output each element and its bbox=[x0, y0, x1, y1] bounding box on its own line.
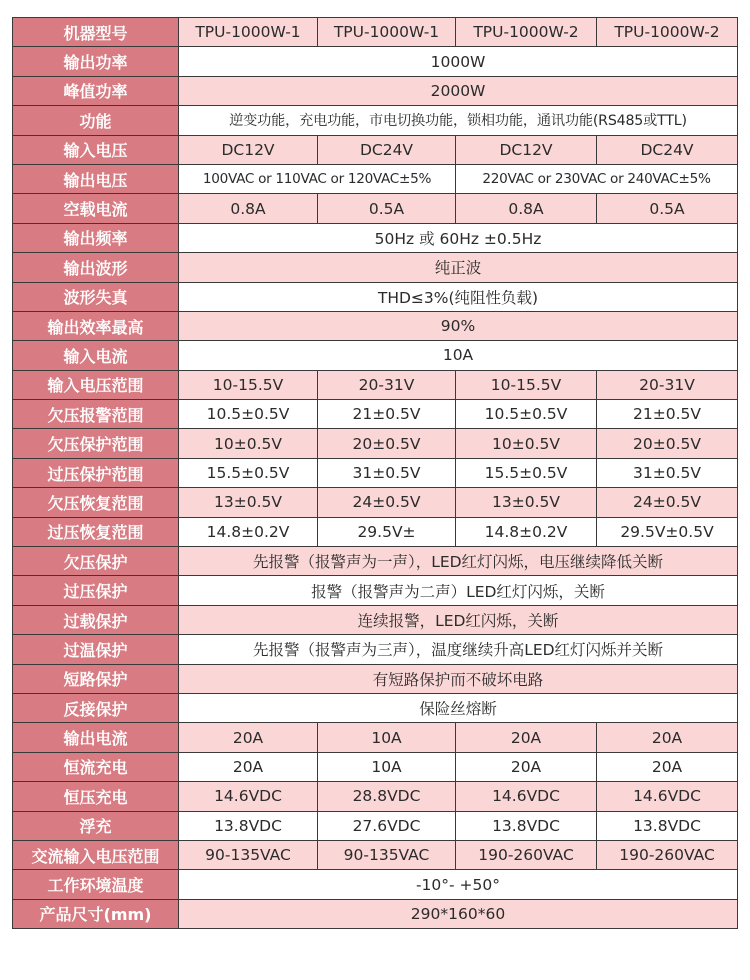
spec-row bbox=[13, 76, 738, 105]
spec-label: 交流输入电压范围 bbox=[13, 840, 179, 869]
spec-row bbox=[13, 723, 738, 752]
spec-value: 先报警（报警声为三声），温度继续升高LED红灯闪烁并关断 bbox=[179, 635, 738, 664]
spec-value: 10A bbox=[318, 723, 456, 752]
spec-label: 过压保护 bbox=[13, 576, 179, 605]
spec-value: 100VAC or 110VAC or 120VAC±5% bbox=[179, 164, 456, 193]
spec-value: 0.8A bbox=[456, 194, 597, 223]
spec-row bbox=[13, 223, 738, 252]
spec-value: 1000W bbox=[179, 47, 738, 76]
spec-value: DC24V bbox=[597, 135, 738, 164]
spec-value: 20A bbox=[179, 752, 318, 781]
spec-value: 29.5V± bbox=[318, 517, 456, 546]
spec-value: 28.8VDC bbox=[318, 782, 456, 811]
spec-value: 20±0.5V bbox=[318, 429, 456, 458]
spec-value: 90-135VAC bbox=[179, 840, 318, 869]
spec-value: 纯正波 bbox=[179, 253, 738, 282]
spec-row bbox=[13, 870, 738, 899]
spec-value: TPU-1000W-1 bbox=[318, 18, 456, 47]
spec-row bbox=[13, 458, 738, 487]
spec-row bbox=[13, 341, 738, 370]
spec-value: 24±0.5V bbox=[318, 488, 456, 517]
spec-row bbox=[13, 47, 738, 76]
spec-label: 输入电流 bbox=[13, 341, 179, 370]
spec-label: 反接保护 bbox=[13, 693, 179, 722]
spec-value: 10-15.5V bbox=[456, 370, 597, 399]
spec-value: 13±0.5V bbox=[456, 488, 597, 517]
spec-row bbox=[13, 282, 738, 311]
spec-value: 190-260VAC bbox=[597, 840, 738, 869]
spec-row bbox=[13, 782, 738, 811]
spec-value: 20A bbox=[179, 723, 318, 752]
spec-label: 功能 bbox=[13, 106, 179, 135]
spec-label: 输出效率最高 bbox=[13, 311, 179, 340]
spec-value: 31±0.5V bbox=[597, 458, 738, 487]
spec-value: 20A bbox=[456, 723, 597, 752]
spec-value: 13.8VDC bbox=[179, 811, 318, 840]
spec-value: DC12V bbox=[179, 135, 318, 164]
spec-value: 10±0.5V bbox=[179, 429, 318, 458]
spec-value: 21±0.5V bbox=[318, 400, 456, 429]
spec-value: TPU-1000W-2 bbox=[456, 18, 597, 47]
spec-value: 13.8VDC bbox=[597, 811, 738, 840]
spec-value: 0.5A bbox=[597, 194, 738, 223]
spec-row bbox=[13, 547, 738, 576]
spec-value: 50Hz 或 60Hz ±0.5Hz bbox=[179, 223, 738, 252]
spec-label: 欠压保护 bbox=[13, 547, 179, 576]
spec-value: 20A bbox=[597, 752, 738, 781]
spec-row bbox=[13, 311, 738, 340]
spec-label: 产品尺寸(mm) bbox=[13, 899, 179, 928]
spec-value: 14.8±0.2V bbox=[179, 517, 318, 546]
spec-value: 14.6VDC bbox=[179, 782, 318, 811]
spec-value: TPU-1000W-2 bbox=[597, 18, 738, 47]
spec-value: 20-31V bbox=[597, 370, 738, 399]
spec-value: 先报警（报警声为一声），LED红灯闪烁，电压继续降低关断 bbox=[179, 547, 738, 576]
spec-label: 输出电压 bbox=[13, 164, 179, 193]
spec-label: 峰值功率 bbox=[13, 76, 179, 105]
spec-value: 14.6VDC bbox=[597, 782, 738, 811]
spec-value: 20A bbox=[597, 723, 738, 752]
spec-value: 2000W bbox=[179, 76, 738, 105]
spec-value: 15.5±0.5V bbox=[179, 458, 318, 487]
spec-value: 24±0.5V bbox=[597, 488, 738, 517]
spec-value: 保险丝熔断 bbox=[179, 693, 738, 722]
spec-value: 290*160*60 bbox=[179, 899, 738, 928]
spec-value: 13±0.5V bbox=[179, 488, 318, 517]
spec-row bbox=[13, 840, 738, 869]
spec-row bbox=[13, 429, 738, 458]
spec-row bbox=[13, 576, 738, 605]
spec-value: 逆变功能，充电功能，市电切换功能，锁相功能，通讯功能(RS485或TTL) bbox=[179, 106, 738, 135]
spec-row bbox=[13, 605, 738, 634]
spec-table-body bbox=[13, 18, 738, 929]
spec-value: 0.8A bbox=[179, 194, 318, 223]
spec-row bbox=[13, 635, 738, 664]
spec-label: 恒流充电 bbox=[13, 752, 179, 781]
spec-value: 31±0.5V bbox=[318, 458, 456, 487]
spec-value: 10.5±0.5V bbox=[179, 400, 318, 429]
spec-label: 输出功率 bbox=[13, 47, 179, 76]
spec-label: 过温保护 bbox=[13, 635, 179, 664]
spec-label: 输出频率 bbox=[13, 223, 179, 252]
spec-row bbox=[13, 164, 738, 193]
spec-table-container bbox=[12, 17, 737, 929]
spec-label: 工作环境温度 bbox=[13, 870, 179, 899]
spec-value: 21±0.5V bbox=[597, 400, 738, 429]
spec-row bbox=[13, 752, 738, 781]
spec-table bbox=[12, 17, 738, 929]
spec-value: 13.8VDC bbox=[456, 811, 597, 840]
spec-label: 欠压保护范围 bbox=[13, 429, 179, 458]
spec-label: 短路保护 bbox=[13, 664, 179, 693]
spec-label: 机器型号 bbox=[13, 18, 179, 47]
spec-value: 220VAC or 230VAC or 240VAC±5% bbox=[456, 164, 738, 193]
spec-value: 有短路保护而不破坏电路 bbox=[179, 664, 738, 693]
spec-label: 输入电压范围 bbox=[13, 370, 179, 399]
spec-value: 10.5±0.5V bbox=[456, 400, 597, 429]
spec-label: 恒压充电 bbox=[13, 782, 179, 811]
spec-label: 输出波形 bbox=[13, 253, 179, 282]
spec-value: 20±0.5V bbox=[597, 429, 738, 458]
spec-row bbox=[13, 135, 738, 164]
spec-value: 15.5±0.5V bbox=[456, 458, 597, 487]
spec-value: 0.5A bbox=[318, 194, 456, 223]
spec-value: 27.6VDC bbox=[318, 811, 456, 840]
spec-value: 10-15.5V bbox=[179, 370, 318, 399]
spec-value: THD≤3%(纯阻性负载) bbox=[179, 282, 738, 311]
spec-value: 14.6VDC bbox=[456, 782, 597, 811]
spec-label: 欠压报警范围 bbox=[13, 400, 179, 429]
spec-value: 10A bbox=[179, 341, 738, 370]
spec-row bbox=[13, 253, 738, 282]
spec-label: 过压恢复范围 bbox=[13, 517, 179, 546]
spec-row bbox=[13, 370, 738, 399]
spec-row bbox=[13, 400, 738, 429]
spec-label: 输入电压 bbox=[13, 135, 179, 164]
spec-value: 10±0.5V bbox=[456, 429, 597, 458]
spec-row bbox=[13, 899, 738, 928]
spec-row bbox=[13, 693, 738, 722]
spec-value: 29.5V±0.5V bbox=[597, 517, 738, 546]
spec-value: 20A bbox=[456, 752, 597, 781]
spec-row bbox=[13, 106, 738, 135]
spec-value: TPU-1000W-1 bbox=[179, 18, 318, 47]
spec-row bbox=[13, 488, 738, 517]
spec-value: 90% bbox=[179, 311, 738, 340]
spec-row bbox=[13, 18, 738, 47]
spec-value: -10°- +50° bbox=[179, 870, 738, 899]
spec-row bbox=[13, 194, 738, 223]
spec-label: 输出电流 bbox=[13, 723, 179, 752]
spec-row bbox=[13, 664, 738, 693]
spec-label: 空载电流 bbox=[13, 194, 179, 223]
spec-value: 14.8±0.2V bbox=[456, 517, 597, 546]
spec-label: 过压保护范围 bbox=[13, 458, 179, 487]
spec-value: 90-135VAC bbox=[318, 840, 456, 869]
spec-label: 欠压恢复范围 bbox=[13, 488, 179, 517]
spec-label: 波形失真 bbox=[13, 282, 179, 311]
spec-value: 20-31V bbox=[318, 370, 456, 399]
spec-row bbox=[13, 811, 738, 840]
spec-row bbox=[13, 517, 738, 546]
spec-label: 浮充 bbox=[13, 811, 179, 840]
spec-value: DC24V bbox=[318, 135, 456, 164]
spec-value: 连续报警，LED红闪烁，关断 bbox=[179, 605, 738, 634]
spec-value: 190-260VAC bbox=[456, 840, 597, 869]
spec-value: 10A bbox=[318, 752, 456, 781]
spec-value: 报警（报警声为二声）LED红灯闪烁，关断 bbox=[179, 576, 738, 605]
spec-label: 过载保护 bbox=[13, 605, 179, 634]
spec-value: DC12V bbox=[456, 135, 597, 164]
